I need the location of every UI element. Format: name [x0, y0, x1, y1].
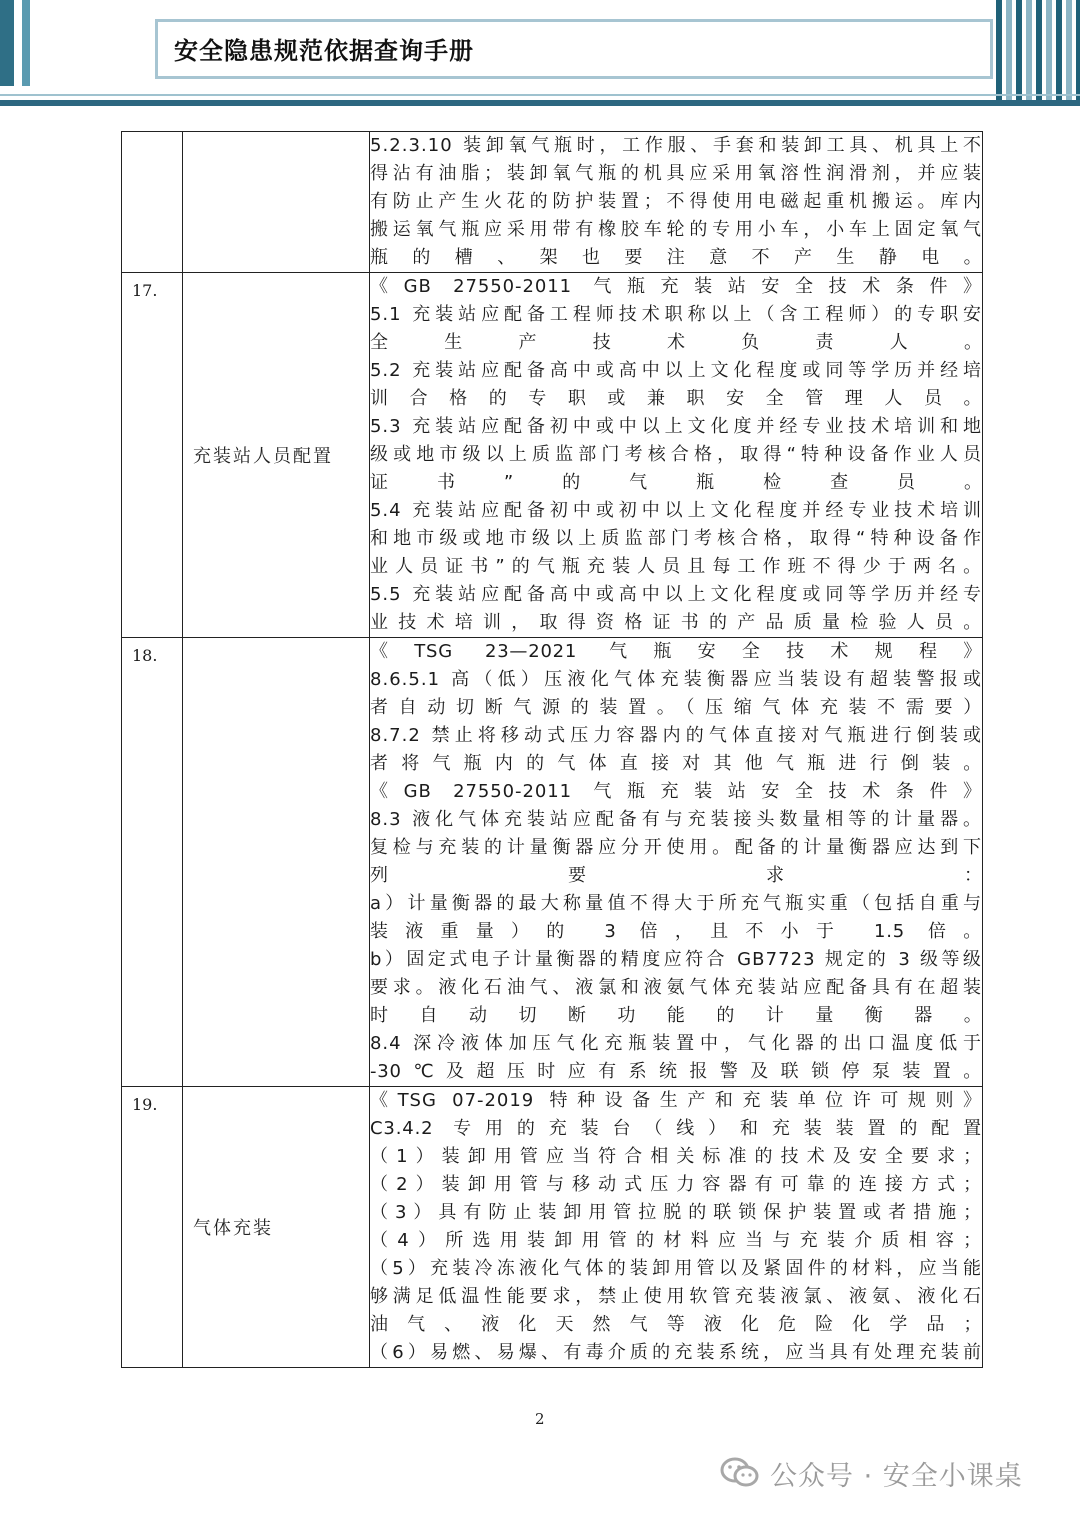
basis-cell — [370, 1087, 983, 1368]
header-rule — [0, 94, 1080, 96]
basis-cell — [370, 132, 983, 273]
row-number — [122, 132, 182, 136]
basis-line: 列要求： — [370, 865, 982, 886]
basis-line: 8.3 液化气体充装站应配备有与充装接头数量相等的计量器。 — [370, 809, 982, 830]
basis-line: 5.2.3.10 装卸氧气瓶时，工作服、手套和装卸工具、机具上不 — [370, 135, 982, 156]
basis-line: 5.4 充装站应配备初中或初中以上文化程度并经专业技术培训 — [370, 500, 982, 521]
basis-line: （1）装卸用管应当符合相关标准的技术及安全要求； — [370, 1146, 982, 1167]
basis-line: 装液重量）的 3 倍，且不小于 1.5 倍。 — [370, 921, 982, 942]
row-number: 17. — [132, 281, 158, 300]
header-decor-bar — [22, 0, 30, 86]
basis-line: 证书”的气瓶检查员。 — [370, 472, 982, 493]
basis-line: 《GB 27550-2011 气瓶充装站安全技术条件》 — [370, 276, 982, 297]
page-header — [0, 0, 1080, 110]
basis-line: 够满足低温性能要求，禁止使用软管充装液氯、液氨、液化石 — [370, 1286, 982, 1307]
item-cell — [183, 638, 370, 1087]
row-number-cell — [122, 1087, 183, 1368]
basis-line: 《TSG 23—2021 气瓶安全技术规程》 — [370, 641, 982, 662]
row-number-cell — [122, 132, 183, 273]
basis-line: 8.4 深冷液体加压气化充瓶装置中，气化器的出口温度低于 — [370, 1033, 982, 1054]
basis-line: 5.5 充装站应配备高中或高中以上文化程度或同等学历并经专 — [370, 584, 982, 605]
basis-line: b）固定式电子计量衡器的精度应符合 GB7723 规定的 3 级等级 — [370, 949, 982, 970]
basis-line: 得沾有油脂；装卸氧气瓶的机具应采用氧溶性润滑剂，并应装 — [370, 163, 982, 184]
header-rule — [0, 100, 1080, 106]
row-number-cell — [122, 273, 183, 638]
watermark-text: 公众号 · 安全小课桌 — [770, 1460, 1023, 1492]
row-number-cell — [122, 638, 183, 1087]
basis-line: C3.4.2 专用的充装台（线）和充装装置的配置 — [370, 1118, 982, 1139]
basis-line: 《GB 27550-2011 气瓶充装站安全技术条件》 — [370, 781, 982, 802]
page-number: 2 — [535, 1410, 545, 1428]
basis-cell — [370, 638, 983, 1087]
wechat-icon — [720, 1457, 760, 1489]
item-label: 气体充装 — [193, 1218, 273, 1239]
basis-line: （2）装卸用管与移动式压力容器有可靠的连接方式； — [370, 1174, 982, 1195]
item-cell — [183, 1087, 370, 1368]
basis-line: a）计量衡器的最大称量值不得大于所充气瓶实重（包括自重与 — [370, 893, 982, 914]
basis-line: （5）充装冷冻液化气体的装卸用管以及紧固件的材料，应当能 — [370, 1258, 982, 1279]
table-row — [122, 638, 983, 1087]
basis-line: （6）易燃、易爆、有毒介质的充装系统，应当具有处理充装前 — [370, 1342, 982, 1363]
watermark — [720, 1453, 1023, 1493]
table-row — [122, 273, 983, 638]
header-decor-bar — [0, 0, 14, 86]
basis-line: 5.3 充装站应配备初中或中以上文化度并经专业技术培训和地 — [370, 416, 982, 437]
item-cell — [183, 132, 370, 273]
row-number: 18. — [132, 646, 158, 665]
regulation-table — [121, 131, 983, 1368]
basis-line: 8.7.2 禁止将移动式压力容器内的气体直接对气瓶进行倒装或 — [370, 725, 982, 746]
basis-line: 全生产技术负责人。 — [370, 332, 982, 353]
item-cell — [183, 273, 370, 638]
basis-line: 搬运氧气瓶应采用带有橡胶车轮的专用小车，小车上固定氧气 — [370, 219, 982, 240]
basis-line: 者自动切断气源的装置。（压缩气体充装不需要） — [370, 697, 982, 718]
basis-line: 5.1 充装站应配备工程师技术职称以上（含工程师）的专职安 — [370, 304, 982, 325]
document-title: 安全隐患规范依据查询手册 — [174, 37, 474, 65]
basis-line: 复检与充装的计量衡器应分开使用。配备的计量衡器应达到下 — [370, 837, 982, 858]
basis-line: 训合格的专职或兼职安全管理人员。 — [370, 388, 982, 409]
basis-line: 要求。液化石油气、液氯和液氨气体充装站应配备具有在超装 — [370, 977, 982, 998]
basis-line: （4）所选用装卸用管的材料应当与充装介质相容； — [370, 1230, 982, 1251]
basis-line: 油气、液化天然气等液化危险化学品； — [370, 1314, 982, 1335]
basis-line: 业人员证书”的气瓶充装人员且每工作班不得少于两名。 — [370, 556, 982, 577]
basis-cell — [370, 273, 983, 638]
basis-line: 瓶的槽、架也要注意不产生静电。 — [370, 247, 982, 268]
basis-line: 和地市级或地市级以上质监部门考核合格，取得“特种设备作 — [370, 528, 982, 549]
basis-line: 有防止产生火花的防护装置；不得使用电磁起重机搬运。库内 — [370, 191, 982, 212]
table-row — [122, 1087, 983, 1368]
basis-line: 者将气瓶内的气体直接对其他气瓶进行倒装。 — [370, 753, 982, 774]
header-title-box — [155, 19, 993, 79]
header-decor-stripes — [996, 0, 1080, 100]
basis-line: （3）具有防止装卸用管拉脱的联锁保护装置或者措施； — [370, 1202, 982, 1223]
row-number: 19. — [132, 1095, 158, 1114]
basis-line: 业技术培训，取得资格证书的产品质量检验人员。 — [370, 612, 982, 633]
basis-line: 5.2 充装站应配备高中或高中以上文化程度或同等学历并经培 — [370, 360, 982, 381]
basis-line: 级或地市级以上质监部门考核合格，取得“特种设备作业人员 — [370, 444, 982, 465]
basis-line: 时自动切断功能的计量衡器。 — [370, 1005, 982, 1026]
basis-line: 8.6.5.1 高（低）压液化气体充装衡器应当装设有超装警报或 — [370, 669, 982, 690]
table-row — [122, 132, 983, 273]
item-label: 充装站人员配置 — [193, 446, 333, 467]
basis-line: -30℃及超压时应有系统报警及联锁停泵装置。 — [370, 1061, 982, 1082]
basis-line: 《TSG 07-2019 特种设备生产和充装单位许可规则》 — [370, 1090, 982, 1111]
